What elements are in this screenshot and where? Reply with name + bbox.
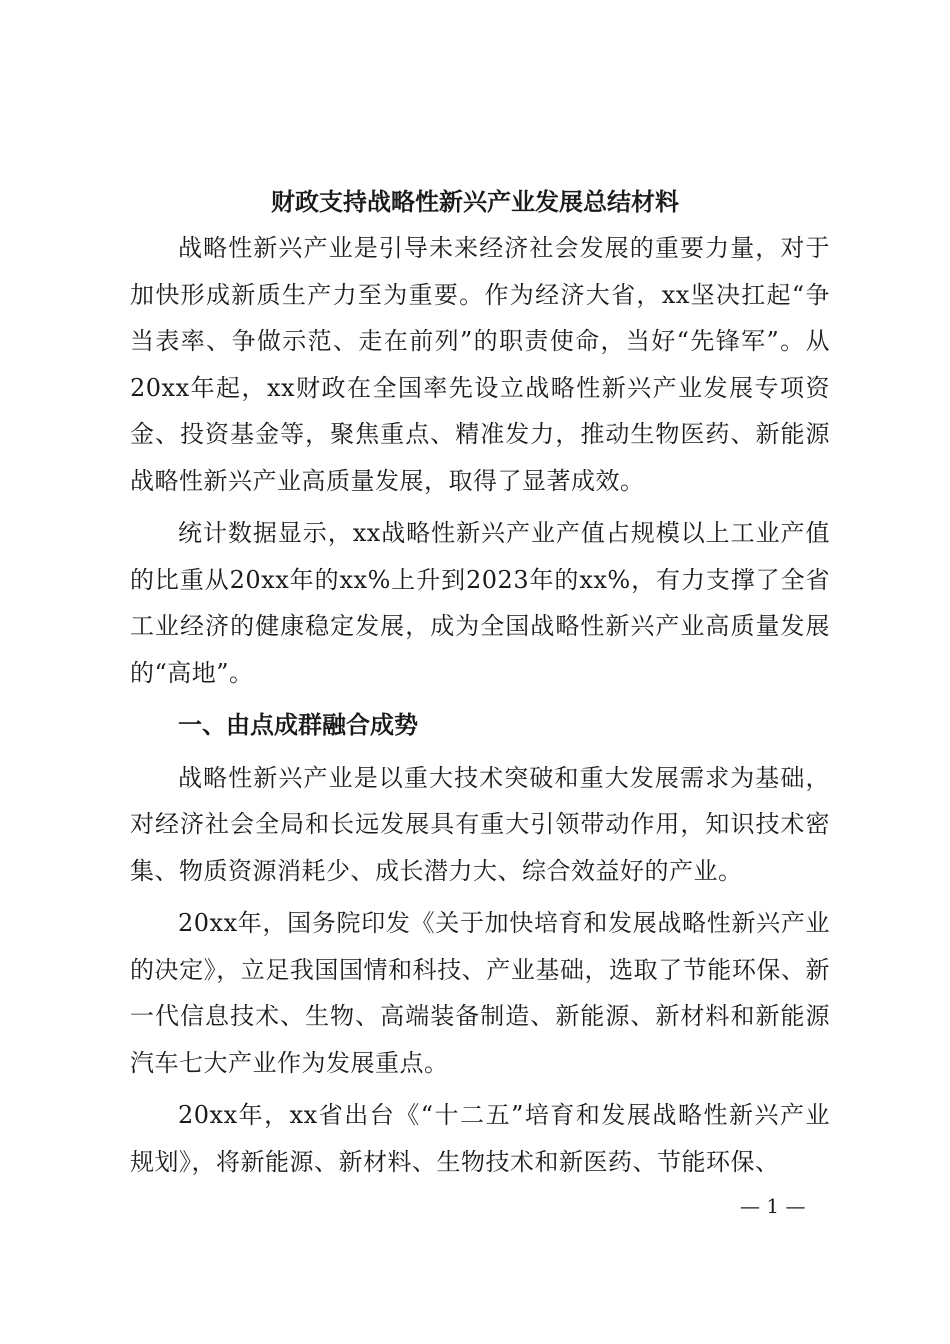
- paragraph: 20xx年，国务院印发《关于加快培育和发展战略性新兴产业的决定》，立足我国国情和科技、产业基础，选取了节能环保、新一代信息技术、生物、高端装备制造、新能源、新材料和新能源汽车七大产业作为发展重点。: [130, 909, 830, 1077]
- section-heading: 一、由点成群融合成势: [178, 711, 418, 739]
- page-number: — 1 —: [740, 1194, 806, 1218]
- paragraph: 战略性新兴产业是以重大技术突破和重大发展需求为基础，对经济社会全局和长远发展具有重大引领带动作用，知识技术密集、物质资源消耗少、成长潜力大、综合效益好的产业。: [130, 763, 830, 885]
- paragraph: 20xx年，xx省出台《“十二五”培育和发展战略性新兴产业规划》，将新能源、新材料、生物技术和新医药、节能环保、: [130, 1101, 830, 1176]
- document-body: [130, 225, 830, 1191]
- paragraph: 战略性新兴产业是引导未来经济社会发展的重要力量，对于加快形成新质生产力至为重要。作为经济大省，xx坚决扛起“争当表率、争做示范、走在前列”的职责使命，当好“先锋军”。从20xx年起，xx财政在全国率先设立战略性新兴产业发展专项资金、投资基金等，聚焦重点、精准发力，推动生物医药、新能源战略性新兴产业高质量发展，取得了显著成效。: [130, 234, 830, 495]
- document-title: 财政支持战略性新兴产业发展总结材料: [271, 188, 679, 216]
- paragraph: 统计数据显示，xx战略性新兴产业产值占规模以上工业产值的比重从20xx年的xx%上升到2023年的xx%，有力支撑了全省工业经济的健康稳定发展，成为全国战略性新兴产业高质量发展的“高地”。: [130, 519, 830, 687]
